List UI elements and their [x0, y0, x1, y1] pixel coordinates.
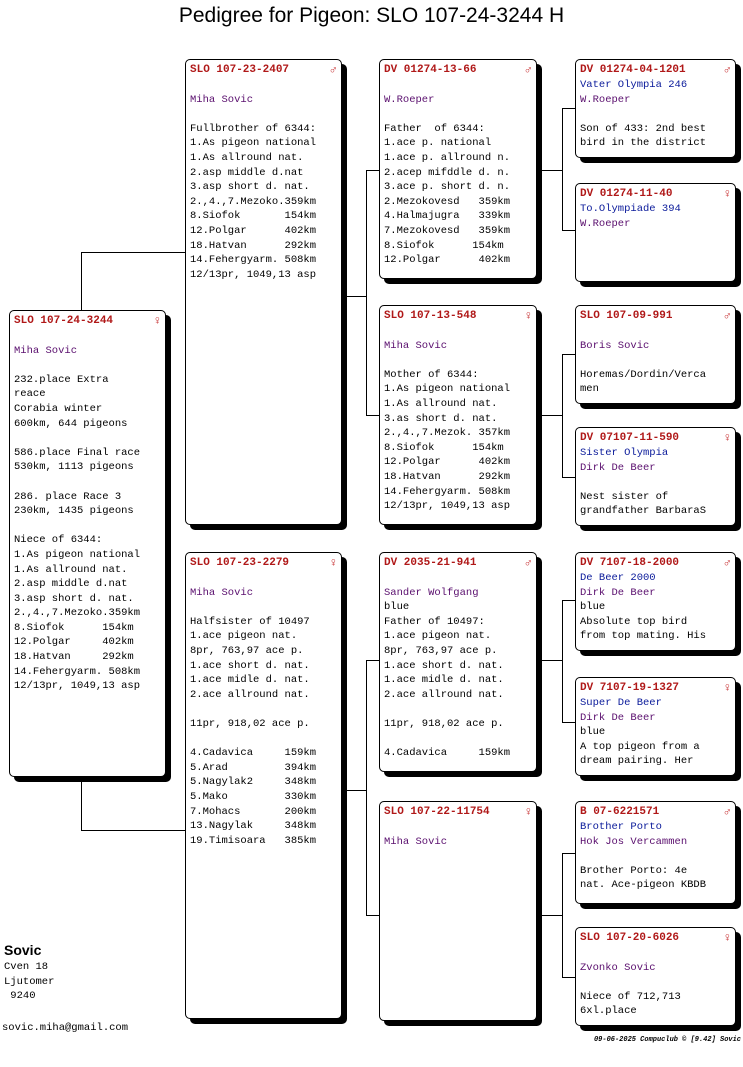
connector [537, 915, 562, 916]
card-text-line: from top mating. His [580, 630, 707, 643]
ring-number: SLO 107-24-3244 [14, 315, 114, 327]
pigeon-card-sss[interactable] [575, 59, 736, 158]
card-text-line: 12/13pr, 1049,13 asp [384, 500, 511, 513]
card-text-line: Halfsister of 10497 [190, 615, 310, 628]
connector [562, 477, 576, 478]
card-header [580, 556, 731, 571]
breeder-street: Cven 18 [4, 961, 49, 973]
pigeon-card-ddd[interactable] [575, 927, 736, 1026]
card-header [384, 309, 532, 324]
card-text-line: blue [580, 726, 606, 739]
connector [562, 108, 576, 109]
pigeon-card-dam[interactable] [185, 552, 342, 1019]
breeder-info [4, 940, 54, 1004]
owner-name: Hok Jos Vercammen [580, 835, 688, 848]
connector [562, 354, 576, 355]
card-text-line: 8pr, 763,97 ace p. [190, 644, 304, 657]
card-text-line: 2.asp middle d.nat [190, 166, 304, 179]
card-text-line: blue [580, 601, 606, 614]
connector [562, 600, 576, 601]
card-text-line: 5.Mako 330km [190, 790, 317, 803]
owner-name: Miha Sovic [14, 344, 78, 357]
card-header [580, 805, 731, 820]
card-text-line: 8.Siofok 154km [190, 210, 317, 223]
ring-number: DV 01274-04-1201 [580, 64, 686, 76]
connector [537, 660, 562, 661]
card-text-line: 586.place Final race [14, 446, 141, 459]
connector [366, 915, 380, 916]
connector [562, 722, 576, 723]
pigeon-card-sire[interactable] [185, 59, 342, 525]
card-text-line: reace [14, 388, 46, 401]
ring-number: DV 07107-11-590 [580, 432, 680, 444]
card-text-line: 1.ace short d. nat. [190, 659, 310, 672]
card-text-line: 1.As allround nat. [384, 397, 498, 410]
owner-name: W.Roeper [384, 93, 435, 106]
pigeon-name: Sister Olympia [580, 447, 669, 459]
card-text-line: 1.ace p. national [384, 137, 492, 150]
connector [366, 660, 367, 915]
sex-symbol: ♀ [153, 314, 161, 328]
pigeon-name: Super De Beer [580, 697, 662, 709]
spacer [14, 329, 161, 344]
spacer [580, 975, 731, 990]
spacer [190, 571, 337, 586]
card-text-line: 6xl.place [580, 1005, 637, 1018]
spacer [14, 475, 161, 490]
card-text-line: 1.ace midle d. nat. [190, 674, 310, 687]
card-text-line: 18.Hatvan 292km [384, 470, 511, 483]
card-text-line: A top pigeon from a [580, 740, 700, 753]
ring-number: B 07-6221571 [580, 806, 660, 818]
card-text-line: 1.As allround nat. [190, 151, 304, 164]
spacer [384, 702, 532, 717]
card-text-line: 14.Fehergyarm. 508km [190, 254, 317, 267]
spacer [384, 732, 532, 747]
card-text-line: 12.Polgar 402km [384, 254, 511, 267]
card-text-line: 5.Arad 394km [190, 761, 317, 774]
spacer [580, 849, 731, 864]
footer-text: 09-06-2025 Compuclub © [9.42] Sovic [593, 1036, 741, 1044]
card-text-line: 2.Mezokovesd 359km [384, 195, 511, 208]
card-header [580, 187, 731, 202]
card-text-line: Nest sister of [580, 490, 669, 503]
card-text-line: 4.Cadavica 159km [190, 747, 317, 760]
card-text-line: Father of 10497: [384, 615, 485, 628]
card-text-line: dream pairing. Her [580, 755, 694, 768]
card-text-line: 8.Siofok 154km [384, 441, 504, 454]
card-text-line: 7.Mezokovesd 359km [384, 224, 511, 237]
spacer [580, 475, 731, 490]
card-text-line: 1.As allround nat. [14, 563, 128, 576]
card-text-line: 2.acep mifddle d. n. [384, 166, 511, 179]
breeder-email[interactable]: sovic.miha@gmail.com [2, 1022, 129, 1034]
card-text-line: 1.ace pigeon nat. [384, 630, 492, 643]
spacer [14, 431, 161, 446]
pigeon-card-ssd[interactable] [575, 183, 736, 282]
card-header [190, 63, 337, 78]
card-text-line: 4.Cadavica 159km [384, 747, 511, 760]
card-text-line: nat. Ace-pigeon KBDB [580, 879, 707, 892]
pigeon-name: De Beer 2000 [580, 572, 656, 584]
card-text-line: 2.,4.,7.Mezok. 357km [384, 427, 511, 440]
pigeon-name: Vater Olympia 246 [580, 79, 688, 91]
spacer [580, 324, 731, 339]
sex-symbol: ♀ [723, 931, 731, 945]
card-header [14, 314, 161, 329]
ring-number: SLO 107-13-548 [384, 310, 477, 322]
connector [366, 415, 380, 416]
spacer [190, 702, 337, 717]
pigeon-card-dam-dam[interactable] [379, 801, 537, 1021]
card-text-line: 12.Polgar 402km [14, 636, 134, 649]
sex-symbol: ♂ [723, 63, 731, 77]
card-text-line: 12/13pr, 1049,13 asp [190, 268, 317, 281]
sex-symbol: ♂ [329, 63, 337, 77]
card-header [580, 681, 731, 696]
card-text-line: 1.As pigeon national [190, 137, 317, 150]
connector [342, 790, 366, 791]
pigeon-card-sire-sire[interactable] [379, 59, 537, 279]
connector [562, 354, 563, 477]
spacer [384, 324, 532, 339]
spacer [384, 571, 532, 586]
card-text-line: 2.asp middle d.nat [14, 578, 128, 591]
card-text-line: 2.ace allround nat. [384, 688, 504, 701]
pigeon-card-sire-dam[interactable] [379, 305, 537, 525]
sex-symbol: ♀ [524, 805, 532, 819]
connector [366, 170, 380, 171]
owner-name: Miha Sovic [190, 586, 254, 599]
card-text-line: 13.Nagylak 348km [190, 820, 317, 833]
card-text-line: 18.Hatvan 292km [190, 239, 317, 252]
connector [81, 830, 185, 831]
connector [562, 230, 576, 231]
spacer [384, 820, 532, 835]
owner-name: Sander Wolfgang [384, 586, 479, 599]
connector [562, 600, 563, 722]
ring-number: SLO 107-09-991 [580, 310, 673, 322]
pigeon-card-sdd[interactable] [575, 427, 736, 526]
card-text-line: Corabia winter [14, 402, 103, 415]
connector [366, 170, 367, 415]
spacer [14, 358, 161, 373]
connector [562, 977, 576, 978]
ring-number: DV 7107-19-1327 [580, 682, 680, 694]
owner-name: Miha Sovic [384, 835, 448, 848]
ring-number: SLO 107-20-6026 [580, 932, 680, 944]
card-text-line: 3.as short d. nat. [384, 412, 498, 425]
pigeon-card-dds[interactable] [575, 801, 736, 904]
card-text-line: 12/13pr, 1049,13 asp [14, 680, 141, 693]
connector [562, 108, 563, 230]
spacer [190, 732, 337, 747]
spacer [384, 78, 532, 93]
pigeon-card-dsd[interactable] [575, 677, 736, 776]
connector [537, 415, 562, 416]
card-text-line: 600km, 644 pigeons [14, 417, 128, 430]
card-text-line: 2.ace allround nat. [190, 688, 310, 701]
card-header [580, 431, 731, 446]
card-header [384, 63, 532, 78]
card-header [190, 556, 337, 571]
connector [366, 660, 380, 661]
sex-symbol: ♀ [723, 431, 731, 445]
pigeon-card-subject[interactable] [9, 310, 166, 777]
card-text-line: 2.,4.,7.Mezoko.359km [14, 607, 141, 620]
ring-number: DV 01274-13-66 [384, 64, 477, 76]
spacer [190, 107, 337, 122]
card-text-line: 12.Polgar 402km [190, 224, 317, 237]
breeder-zip: 9240 [4, 990, 36, 1003]
ring-number: DV 01274-11-40 [580, 188, 673, 200]
card-text-line: Absolute top bird [580, 615, 688, 628]
card-text-line: 5.Nagylak2 348km [190, 776, 317, 789]
card-text-line: 1.ace midle d. nat. [384, 674, 504, 687]
ring-number: SLO 107-23-2407 [190, 64, 290, 76]
ring-number: DV 2035-21-941 [384, 557, 477, 569]
owner-name: Miha Sovic [384, 339, 448, 352]
card-text-line: 1.As pigeon national [384, 383, 511, 396]
spacer [580, 946, 731, 961]
owner-name: Dirk De Beer [580, 461, 656, 474]
connector [537, 170, 562, 171]
ring-number: SLO 107-23-2279 [190, 557, 290, 569]
card-text-line: 11pr, 918,02 ace p. [384, 717, 504, 730]
card-text-line: bird in the district [580, 137, 707, 150]
card-text-line: 2.,4.,7.Mezoko.359km [190, 195, 317, 208]
spacer [190, 78, 337, 93]
card-text-line: 530km, 1113 pigeons [14, 461, 134, 474]
pigeon-card-dam-sire[interactable] [379, 552, 537, 772]
sex-symbol: ♀ [524, 309, 532, 323]
card-text-line: 8.Siofok 154km [384, 239, 504, 252]
card-text-line: grandfather BarbaraS [580, 505, 707, 518]
card-text-line: Niece of 6344: [14, 534, 103, 547]
sex-symbol: ♂ [723, 805, 731, 819]
card-text-line: 8.Siofok 154km [14, 621, 134, 634]
page-title: Pedigree for Pigeon: SLO 107-24-3244 H [178, 4, 565, 27]
sex-symbol: ♂ [723, 309, 731, 323]
card-text-line: 1.ace p. allround n. [384, 151, 511, 164]
card-header [384, 805, 532, 820]
ring-number: SLO 107-22-11754 [384, 806, 490, 818]
spacer [14, 519, 161, 534]
card-text-line: Niece of 712,713 [580, 990, 681, 1003]
owner-name: W.Roeper [580, 93, 631, 106]
owner-name: Miha Sovic [190, 93, 254, 106]
card-text-line: 3.ace p. short d. n. [384, 181, 511, 194]
card-text-line: Fullbrother of 6344: [190, 122, 317, 135]
connector [342, 296, 366, 297]
spacer [580, 107, 731, 122]
card-text-line: 4.Halmajugra 339km [384, 210, 511, 223]
card-header [384, 556, 532, 571]
sex-symbol: ♂ [524, 556, 532, 570]
card-text-line: Brother Porto: 4e [580, 864, 688, 877]
pigeon-card-sds[interactable] [575, 305, 736, 404]
sex-symbol: ♀ [723, 187, 731, 201]
breeder-name: Sovic [4, 942, 42, 958]
card-text-line: 8pr, 763,97 ace p. [384, 644, 498, 657]
ring-number: DV 7107-18-2000 [580, 557, 680, 569]
owner-name: Zvonko Sovic [580, 961, 656, 974]
pigeon-name: Brother Porto [580, 821, 662, 833]
card-header [580, 309, 731, 324]
card-header [580, 931, 731, 946]
spacer [384, 107, 532, 122]
sex-symbol: ♂ [723, 556, 731, 570]
sex-symbol: ♀ [329, 556, 337, 570]
spacer [190, 600, 337, 615]
card-text-line: Horemas/Dordin/Verca [580, 368, 707, 381]
card-text-line: 1.ace pigeon nat. [190, 630, 298, 643]
owner-name: Dirk De Beer [580, 711, 656, 724]
owner-name: Boris Sovic [580, 339, 650, 352]
connector [81, 252, 185, 253]
sex-symbol: ♀ [723, 681, 731, 695]
card-text-line: Father of 6344: [384, 122, 485, 135]
card-text-line: 7.Mohacs 200km [190, 805, 317, 818]
card-text-line: 232.place Extra [14, 373, 109, 386]
card-text-line: blue [384, 601, 410, 614]
card-text-line: Mother of 6344: [384, 368, 479, 381]
owner-name: W.Roeper [580, 217, 631, 230]
card-text-line: 11pr, 918,02 ace p. [190, 717, 310, 730]
card-text-line: 230km, 1435 pigeons [14, 505, 134, 518]
connector [562, 853, 563, 977]
breeder-city: Ljutomer [4, 975, 55, 988]
spacer [384, 353, 532, 368]
spacer [580, 353, 731, 368]
card-text-line: 1.ace short d. nat. [384, 659, 504, 672]
connector [562, 853, 576, 854]
card-text-line: men [580, 383, 599, 396]
card-text-line: 3.asp short d. nat. [190, 181, 310, 194]
card-text-line: 286. place Race 3 [14, 490, 122, 503]
card-text-line: 18.Hatvan 292km [14, 651, 134, 664]
card-header [580, 63, 731, 78]
owner-name: Dirk De Beer [580, 586, 656, 599]
sex-symbol: ♂ [524, 63, 532, 77]
card-text-line: 12.Polgar 402km [384, 456, 511, 469]
pigeon-card-dss[interactable] [575, 552, 736, 651]
card-text-line: Son of 433: 2nd best [580, 122, 707, 135]
card-text-line: 14.Fehergyarm. 508km [14, 665, 141, 678]
card-text-line: 14.Fehergyarm. 508km [384, 485, 511, 498]
pigeon-name: To.Olympiade 394 [580, 203, 681, 215]
card-text-line: 19.Timisoara 385km [190, 834, 317, 847]
card-text-line: 3.asp short d. nat. [14, 592, 134, 605]
card-text-line: 1.As pigeon national [14, 548, 141, 561]
